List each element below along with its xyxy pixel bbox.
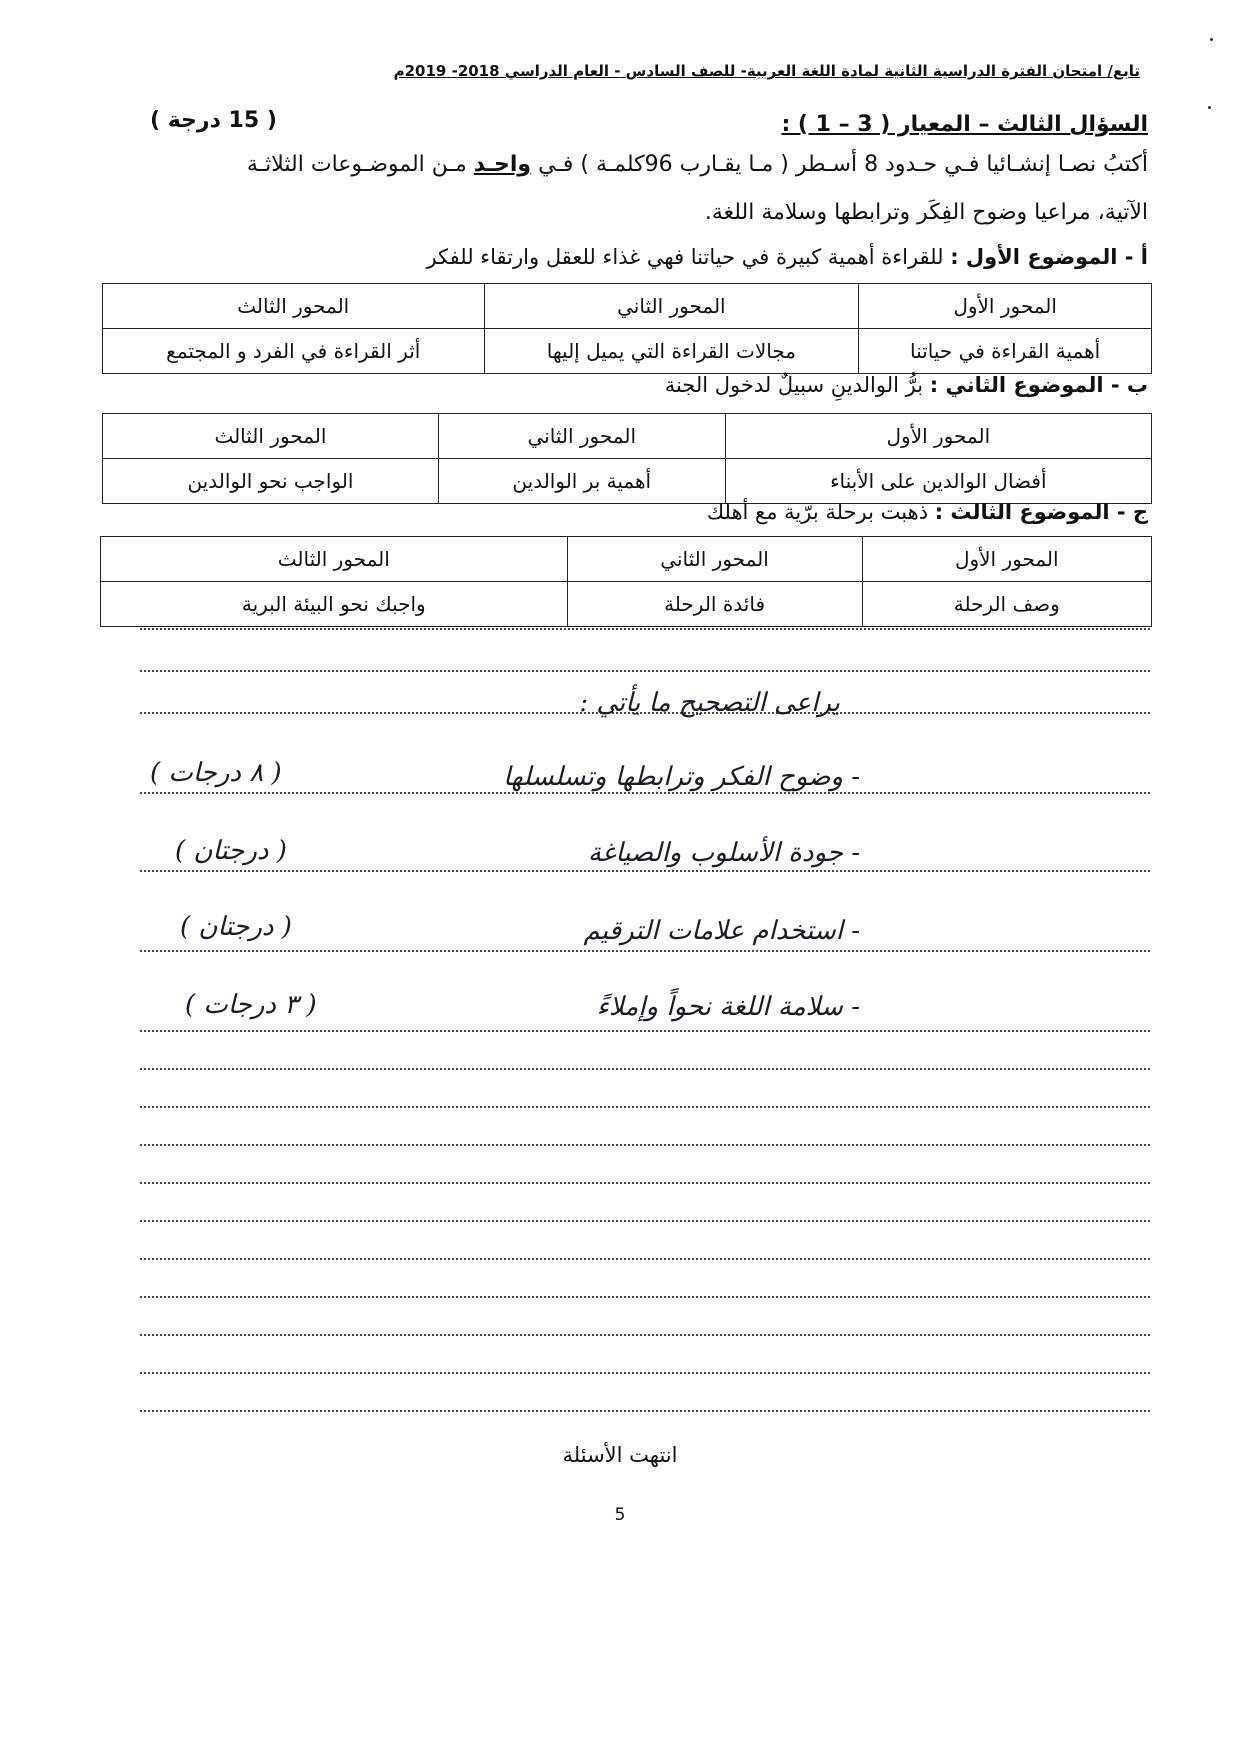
table-row	[103, 329, 1152, 374]
writing-line	[140, 628, 1150, 630]
topic-2-axes-table	[102, 413, 1152, 504]
scan-speck	[1210, 38, 1213, 41]
handwritten-marks-3: ( درجتان )	[180, 912, 292, 942]
handwritten-criterion-2: - جودة الأسلوب والصياغة	[587, 838, 860, 868]
question-marks: ( 15 درجة )	[150, 108, 277, 133]
writing-line	[140, 792, 1150, 794]
handwritten-criterion-4: - سلامة اللغة نحواً وإملاءً	[596, 992, 860, 1022]
topic-3-axes-table	[100, 536, 1152, 627]
instruction-emphasis: واحـد	[473, 152, 532, 177]
writing-line	[140, 870, 1150, 872]
writing-line	[140, 1030, 1150, 1032]
topic-3	[707, 500, 1148, 524]
question-title: السؤال الثالث – المعيار ( 3 – 1 ) :	[781, 112, 1148, 137]
table-header-row	[103, 414, 1152, 459]
topic-3-label: ج - الموضوع الثالث :	[934, 500, 1148, 524]
topic-1-text: للقراءة أهمية كبيرة في حياتنا فهي غذاء للعقل وارتقاء للفكر	[426, 245, 951, 269]
topic-1-label: أ - الموضوع الأول :	[950, 245, 1148, 269]
instruction-line-2: الآتية، مراعيا وضوح الفِكَر وترابطها وسلامة اللغة.	[704, 200, 1148, 225]
axis-cell-1: أهمية القراءة في حياتنا	[859, 329, 1152, 374]
writing-line	[140, 670, 1150, 672]
writing-line	[140, 1068, 1150, 1070]
topic-1	[426, 245, 1148, 269]
writing-line	[140, 1144, 1150, 1146]
writing-line	[140, 1106, 1150, 1108]
handwritten-intro: يراعى التصحيح ما يأتي :	[579, 688, 840, 718]
axis-cell-2: مجالات القراءة التي يميل إليها	[484, 329, 859, 374]
topic-3-text: ذهبت برحلة برّية مع أهلك	[706, 500, 935, 524]
axis-header-3: المحور الثالث	[103, 414, 439, 459]
axis-cell-3: أثر القراءة في الفرد و المجتمع	[103, 329, 485, 374]
axis-header-2: المحور الثاني	[438, 414, 725, 459]
writing-line	[140, 1220, 1150, 1222]
writing-line	[140, 1296, 1150, 1298]
table-row	[101, 582, 1152, 627]
handwritten-criterion-3: - استخدام علامات الترقيم	[583, 916, 860, 946]
topic-2-text: برُّ الوالدينِ سبيلٌ لدخول الجنة	[664, 373, 930, 397]
axis-cell-3: واجبك نحو البيئة البرية	[101, 582, 568, 627]
axis-cell-3: الواجب نحو الوالدين	[103, 459, 439, 504]
axis-header-1: المحور الأول	[859, 284, 1152, 329]
page-header: تابع/ امتحان الفترة الدراسية الثانية لمادة اللغة العربية- للصف السادس - العام الدراسي 2018- 2019م	[393, 62, 1140, 80]
handwritten-criterion-1: - وضوح الفكر وترابطها وتسلسلها	[503, 762, 860, 792]
axis-header-1: المحور الأول	[725, 414, 1151, 459]
axis-header-2: المحور الثاني	[484, 284, 859, 329]
axis-header-3: المحور الثالث	[103, 284, 485, 329]
writing-line	[140, 1334, 1150, 1336]
topic-2-label: ب - الموضوع الثاني :	[929, 373, 1148, 397]
writing-line	[140, 1372, 1150, 1374]
axis-header-3: المحور الثالث	[101, 537, 568, 582]
axis-cell-2: فائدة الرحلة	[567, 582, 862, 627]
scan-speck	[1208, 106, 1211, 109]
table-header-row	[103, 284, 1152, 329]
axis-cell-2: أهمية بر الوالدين	[438, 459, 725, 504]
writing-line	[140, 1410, 1150, 1412]
handwritten-marks-4: ( ٣ درجات )	[185, 990, 317, 1020]
instruction-part-1: أكتبُ نصـا إنشـائيا فـي حـدود 8 أسـطر ( مـا يقـارب 96كلمـة ) فـي	[531, 152, 1148, 177]
axis-cell-1: أفضال الوالدين على الأبناء	[725, 459, 1151, 504]
writing-line	[140, 1258, 1150, 1260]
writing-line	[140, 1182, 1150, 1184]
table-row	[103, 459, 1152, 504]
handwritten-marks-2: ( درجتان )	[175, 836, 287, 866]
instruction-line-1	[98, 152, 1148, 177]
axis-header-1: المحور الأول	[862, 537, 1151, 582]
writing-line	[140, 950, 1150, 952]
table-header-row	[101, 537, 1152, 582]
instruction-part-2: مـن الموضـوعات الثلاثـة	[246, 152, 474, 177]
topic-1-axes-table	[102, 283, 1152, 374]
handwritten-marks-1: ( ٨ درجات )	[150, 758, 282, 788]
end-of-questions: انتهت الأسئلة	[562, 1443, 678, 1467]
axis-header-2: المحور الثاني	[567, 537, 862, 582]
topic-2	[665, 373, 1148, 397]
page-number: 5	[614, 1505, 626, 1525]
axis-cell-1: وصف الرحلة	[862, 582, 1151, 627]
